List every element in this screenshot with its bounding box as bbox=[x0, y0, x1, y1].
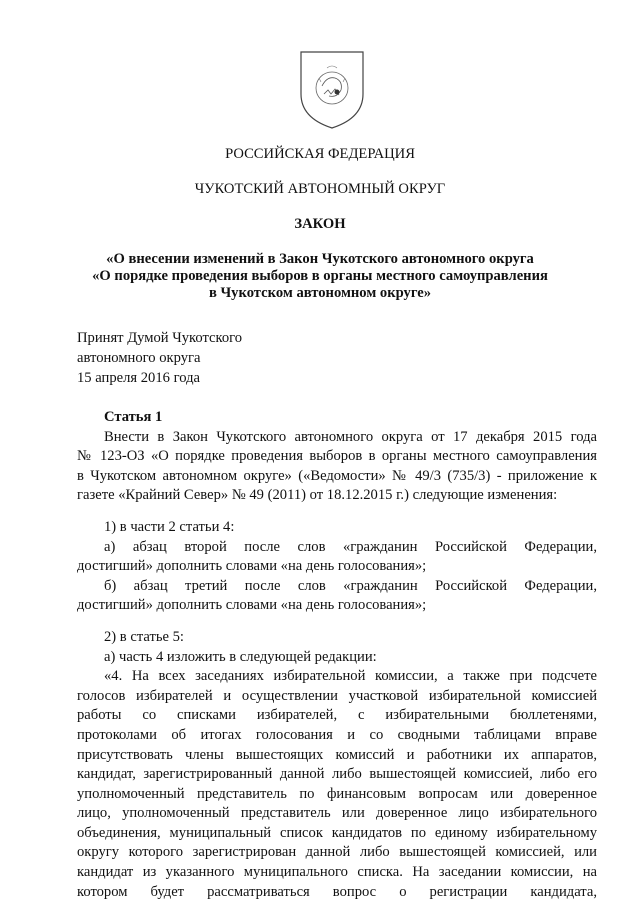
quote-line: кандидат, зарегистрированный данной либо вышестоящей комиссией, либо его bbox=[77, 766, 597, 783]
law-title-line: «О внесении изменений в Закон Чукотского автономного округа bbox=[106, 251, 534, 267]
quote-line: «4. На всех заседаниях избирательной комиссии, а также при подсчете bbox=[104, 668, 597, 685]
article-intro-line: в Чукотском автономном округе» («Ведомости» № 49/3 (735/3) - приложение к bbox=[77, 467, 597, 484]
law-heading: ЗАКОН bbox=[294, 216, 346, 232]
coat-of-arms-emblem bbox=[297, 48, 367, 132]
quote-line: котором будет рассматриваться вопрос о регистрации кандидата, bbox=[77, 883, 597, 900]
law-title-line: в Чукотском автономном округе» bbox=[208, 285, 432, 301]
article-heading: Статья 1 bbox=[104, 409, 163, 425]
item1-a-line: достигший» дополнить словами «на день голосования»; bbox=[77, 558, 427, 575]
adoption-line: 15 апреля 2016 года bbox=[77, 370, 200, 386]
quote-line: работы со списками избирателей, с избирательными бюллетенями, bbox=[77, 707, 597, 724]
adoption-line: автономного округа bbox=[77, 350, 201, 366]
quote-line: объединения, муниципальный список кандидатов по единому избирательному bbox=[77, 824, 597, 841]
item2-heading: 2) в статье 5: bbox=[104, 628, 184, 645]
quote-line: кандидат из указанного муниципального списка. На заседании комиссии, на bbox=[77, 864, 597, 881]
item1-heading: 1) в части 2 статьи 4: bbox=[104, 518, 235, 535]
federation-heading: РОССИЙСКАЯ ФЕДЕРАЦИЯ bbox=[225, 146, 415, 162]
adoption-line: Принят Думой Чукотского bbox=[77, 330, 243, 346]
quote-line: присутствовать члены вышестоящих комиссий и работники их аппаратов, bbox=[77, 746, 597, 763]
quote-line: округу которого зарегистрирован данной либо вышестоящей комиссией, или bbox=[77, 844, 597, 861]
quote-line: голосов избирателей и осуществлении участковой избирательной комиссией bbox=[77, 687, 597, 704]
item1-b-line: б) абзац третий после слов «гражданин Российской Федерации, bbox=[104, 577, 597, 594]
item1-a-line: а) абзац второй после слов «гражданин Российской Федерации, bbox=[104, 538, 597, 555]
item2-a-heading: а) часть 4 изложить в следующей редакции: bbox=[104, 648, 377, 665]
quote-line: протоколами об итогах голосования и со сводными таблицами вправе bbox=[77, 726, 597, 743]
item1-b-line: достигший» дополнить словами «на день голосования»; bbox=[77, 597, 427, 614]
article-intro-line: газете «Крайний Север» № 49 (2011) от 18.12.2015 г.) следующие изменения: bbox=[77, 487, 558, 504]
quote-line: уполномоченный представитель по финансовым вопросам или доверенное bbox=[77, 785, 597, 802]
okrug-heading: ЧУКОТСКИЙ АВТОНОМНЫЙ ОКРУГ bbox=[194, 181, 446, 197]
quote-line: лицо, уполномоченный представитель или доверенное лицо избирательного bbox=[77, 805, 597, 822]
article-body bbox=[77, 408, 597, 902]
article-intro-line: № 123-ОЗ «О порядке проведения выборов в органы местного самоуправления bbox=[77, 448, 597, 465]
law-title-line: «О порядке проведения выборов в органы местного самоуправления bbox=[92, 268, 548, 284]
adoption-info bbox=[77, 328, 242, 388]
article-intro-line: Внести в Закон Чукотского автономного округа от 17 декабря 2015 года bbox=[104, 428, 597, 445]
